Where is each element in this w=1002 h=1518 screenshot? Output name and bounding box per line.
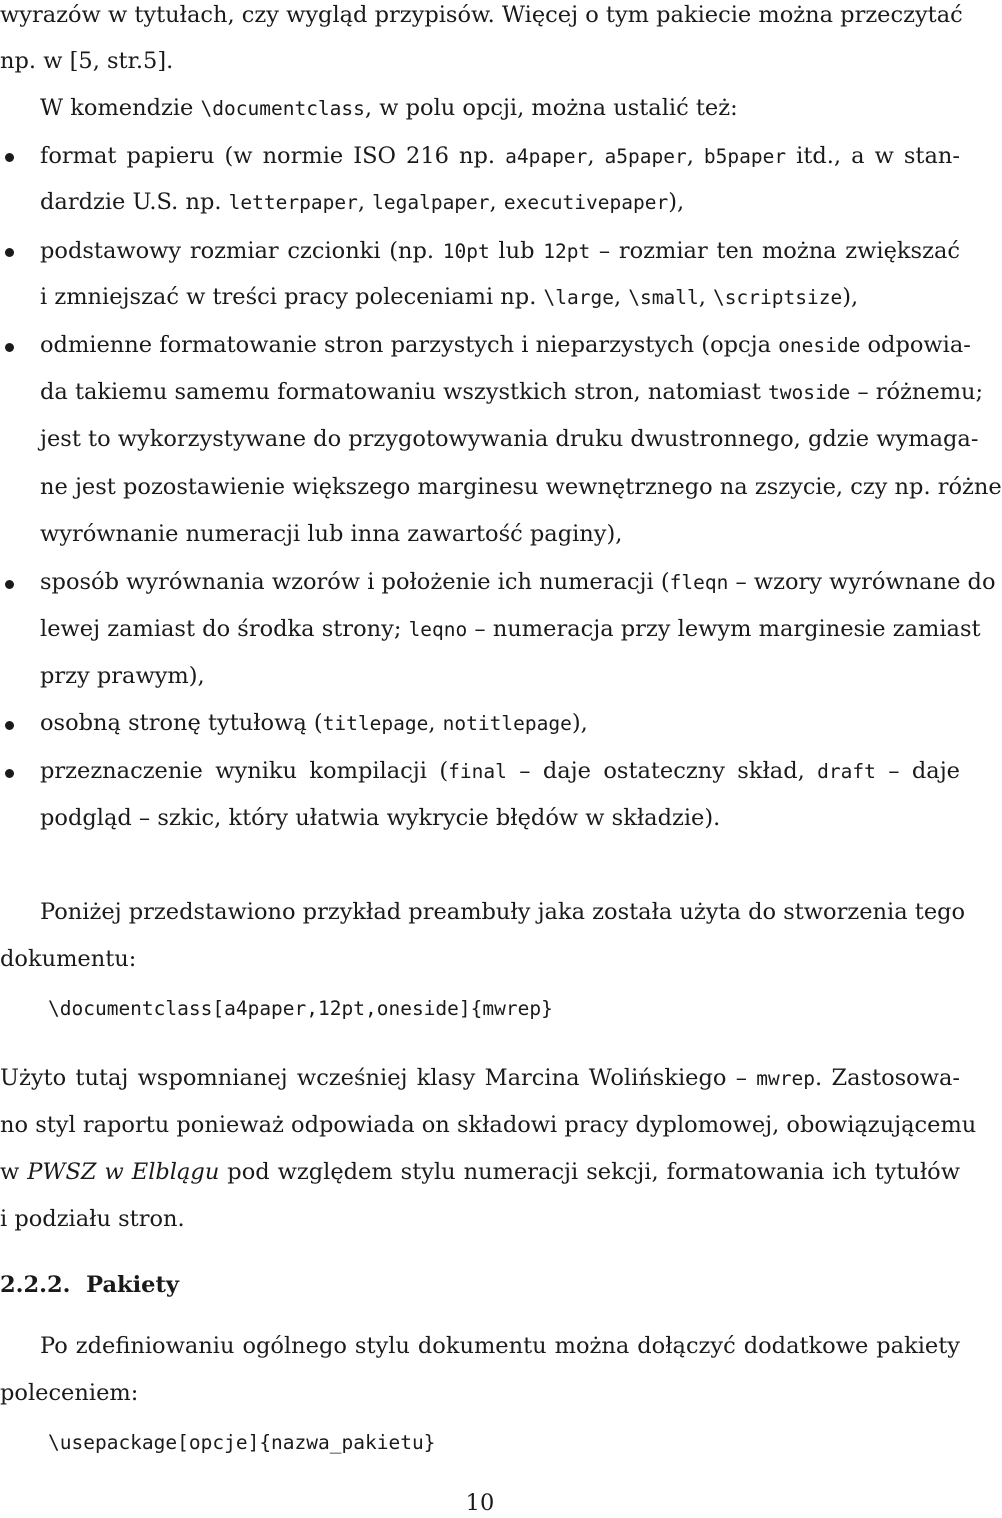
bullet-icon bbox=[5, 343, 14, 352]
text: , bbox=[698, 284, 714, 310]
text: lewej zamiast do środka strony; bbox=[40, 616, 409, 642]
code-inline: \scriptsize bbox=[713, 286, 843, 309]
text: podgląd – szkic, który ułatwia wykrycie błędów w składzie). bbox=[40, 805, 721, 831]
text: poleceniem: bbox=[0, 1380, 139, 1406]
bullet-5-line-1 bbox=[40, 708, 588, 739]
code-inline: 12pt bbox=[543, 240, 591, 263]
text: – numeracja przy lewym marginesie zamiast bbox=[467, 616, 981, 642]
page-number-text: 10 bbox=[465, 1490, 495, 1516]
code-inline: legalpaper bbox=[372, 191, 490, 214]
emphasis: PWSZ w Elblągu bbox=[27, 1159, 220, 1185]
code-text: \documentclass[a4paper,12pt,oneside]{mwrep} bbox=[48, 997, 553, 1020]
text: – różnemu; bbox=[850, 379, 984, 405]
bullet-3-line-5 bbox=[40, 519, 622, 549]
text: w bbox=[0, 1159, 28, 1185]
paragraph-3-line-2 bbox=[0, 1110, 977, 1140]
text: i podziału stron. bbox=[0, 1206, 185, 1232]
bullet-2-line-2 bbox=[40, 282, 858, 313]
bullet-3-line-3 bbox=[40, 424, 979, 454]
text: Po zdefiniowaniu ogólnego stylu dokumentu można dołączyć dodatkowe pakiety bbox=[40, 1333, 960, 1359]
text: dardzie U.S. np. bbox=[40, 189, 229, 215]
text: ), bbox=[668, 189, 685, 215]
paragraph-2-line-1 bbox=[40, 897, 966, 927]
code-inline: letterpaper bbox=[228, 191, 358, 214]
bullet-3-line-4 bbox=[40, 472, 1002, 502]
code-inline: titlepage bbox=[322, 712, 429, 735]
code-inline: notitlepage bbox=[442, 712, 572, 735]
text: przeznaczenie wyniku kompilacji ( bbox=[40, 758, 449, 784]
text: sposób wyrównania wzorów i położenie ich numeracji ( bbox=[40, 569, 670, 595]
code-inline: \documentclass bbox=[200, 97, 365, 120]
text: ), bbox=[571, 710, 588, 736]
page-number bbox=[0, 1488, 960, 1518]
code-inline: leqno bbox=[408, 618, 468, 641]
text: format papieru (w normie ISO 216 np. bbox=[40, 143, 506, 169]
intro-line-1 bbox=[0, 0, 963, 30]
bullet-6-line-2 bbox=[40, 803, 720, 833]
text: no styl raportu ponieważ odpowiada on składowi pracy dyplomowej, obowiązującemu bbox=[0, 1112, 977, 1138]
text: i zmniejszać w treści pracy poleceniami np. bbox=[40, 284, 544, 310]
bullet-4-line-2 bbox=[40, 614, 981, 645]
text: ), bbox=[842, 284, 859, 310]
bullet-icon bbox=[5, 580, 14, 589]
code-inline: oneside bbox=[778, 334, 861, 357]
text: , bbox=[428, 710, 443, 736]
text: , bbox=[587, 143, 605, 169]
text: , bbox=[357, 189, 373, 215]
text: pod względem stylu numeracji sekcji, formatowania ich tytułów bbox=[219, 1159, 960, 1185]
paragraph-4-line-1 bbox=[40, 1331, 960, 1361]
bullet-3-line-2 bbox=[40, 377, 984, 408]
code-inline: \large bbox=[543, 286, 614, 309]
paragraph-2-line-2 bbox=[0, 944, 136, 974]
bullet-icon bbox=[5, 153, 14, 162]
code-inline: b5paper bbox=[703, 145, 787, 168]
text: np. w [5, str.5]. bbox=[0, 48, 174, 74]
text: odmienne formatowanie stron parzystych i nieparzystych (opcja bbox=[40, 332, 779, 358]
text: W komendzie bbox=[40, 95, 201, 121]
intro-line-2 bbox=[0, 46, 173, 76]
bullet-4-line-3 bbox=[40, 661, 205, 691]
text: podstawowy rozmiar czcionki (np. bbox=[40, 238, 443, 264]
bullet-1-line-2 bbox=[40, 187, 684, 218]
bullet-icon bbox=[5, 721, 14, 730]
text: – rozmiar ten można zwiększać bbox=[590, 238, 960, 264]
text: przy prawym), bbox=[40, 663, 205, 689]
code-inline: fleqn bbox=[669, 571, 729, 594]
text: odpowia- bbox=[860, 332, 971, 358]
bullet-2-line-1 bbox=[40, 236, 960, 267]
text: wyrównanie numeracji lub inna zawartość paginy), bbox=[40, 521, 623, 547]
section-title: Pakiety bbox=[86, 1272, 179, 1298]
bullet-4-line-1 bbox=[40, 567, 996, 598]
bullet-icon bbox=[5, 769, 14, 778]
paragraph-3-line-3 bbox=[0, 1157, 960, 1187]
text: – daje bbox=[875, 758, 960, 784]
code-inline: final bbox=[448, 760, 507, 783]
code-inline: twoside bbox=[768, 381, 851, 404]
bullet-3-line-1 bbox=[40, 330, 971, 361]
paragraph-4-line-2 bbox=[0, 1378, 138, 1408]
bullet-6-line-1 bbox=[40, 756, 960, 787]
section-heading bbox=[0, 1270, 179, 1300]
paragraph-3-line-4 bbox=[0, 1204, 185, 1234]
text: da takiemu samemu formatowaniu wszystkich stron, natomiast bbox=[40, 379, 769, 405]
text: lub bbox=[489, 238, 544, 264]
text: – daje ostateczny skład, bbox=[506, 758, 818, 784]
text: jest to wykorzystywane do przygotowywania druku dwustronnego, gdzie wymaga- bbox=[40, 426, 979, 452]
text: , bbox=[489, 189, 504, 215]
code-inline: draft bbox=[817, 760, 876, 783]
code-inline: executivepaper bbox=[503, 191, 669, 214]
text: – wzory wyrównane do bbox=[728, 569, 996, 595]
text: Poniżej przedstawiono przykład preambuły jaka została użyta do stworzenia tego bbox=[40, 899, 966, 925]
text: , w polu opcji, można ustalić też: bbox=[364, 95, 738, 121]
text: wyrazów w tytułach, czy wygląd przypisów. Więcej o tym pakiecie można przeczytać bbox=[0, 2, 963, 28]
code-inline: 10pt bbox=[442, 240, 490, 263]
text: , bbox=[686, 143, 704, 169]
code-inline: a5paper bbox=[604, 145, 687, 168]
code-inline: \small bbox=[628, 286, 699, 309]
code-block-usepackage bbox=[48, 1428, 435, 1458]
section-number: 2.2.2. bbox=[0, 1272, 71, 1298]
text: . Zastosowa- bbox=[815, 1065, 960, 1091]
text: , bbox=[613, 284, 629, 310]
text: ne jest pozostawienie większego marginesu wewnętrznego na zszycie, czy np. różne bbox=[40, 474, 1002, 500]
paragraph-3-line-1 bbox=[0, 1063, 960, 1094]
intro-line-3 bbox=[40, 93, 738, 124]
text: osobną stronę tytułową ( bbox=[40, 710, 323, 736]
code-inline: mwrep bbox=[756, 1067, 815, 1090]
bullet-1-line-1 bbox=[40, 141, 960, 172]
code-text: \usepackage[opcje]{nazwa_pakietu} bbox=[48, 1431, 436, 1454]
text: Użyto tutaj wspomnianej wcześniej klasy Marcina Wolińskiego – bbox=[0, 1065, 757, 1091]
text: dokumentu: bbox=[0, 946, 137, 972]
code-block-documentclass bbox=[48, 994, 553, 1024]
bullet-icon bbox=[5, 248, 14, 257]
text: itd., a w stan- bbox=[786, 143, 960, 169]
code-inline: a4paper bbox=[505, 145, 588, 168]
